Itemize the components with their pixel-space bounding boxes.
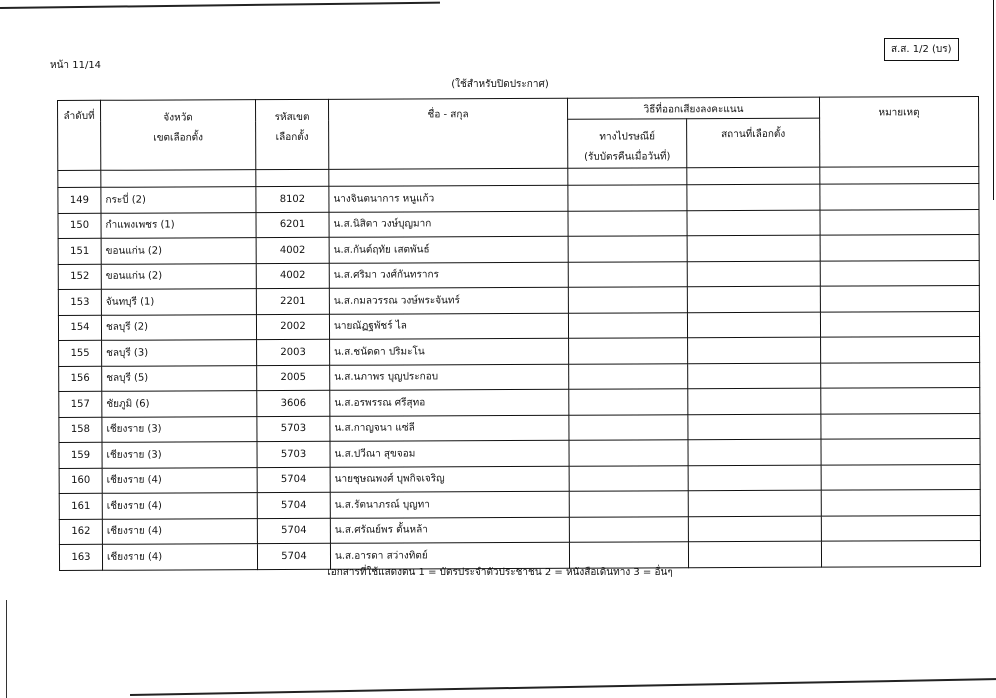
cell-province: เชียงราย (4) <box>102 518 257 544</box>
scan-border-left <box>6 600 7 698</box>
cell-code: 4002 <box>256 237 329 263</box>
cell-code: 2002 <box>256 314 329 340</box>
cell-province: เชียงราย (4) <box>102 544 257 570</box>
cell-name: น.ส.กันต์ฤทัย เสตพันธ์ <box>329 236 568 263</box>
cell-by-post <box>569 491 688 517</box>
cell-code: 8102 <box>256 186 329 212</box>
cell-name: น.ส.กาญจนา แซ่ลี <box>330 415 569 442</box>
table-row <box>59 413 980 443</box>
cell-code: 6201 <box>256 212 329 238</box>
cell-polling-place <box>688 337 821 363</box>
cell-polling-place <box>688 541 821 567</box>
cell-polling-place <box>688 388 821 414</box>
cell-code: 3606 <box>257 390 330 416</box>
cell-by-post <box>568 185 687 211</box>
header-polling-place-label: สถานที่เลือกตั้ง <box>721 128 786 141</box>
cell-seq: 153 <box>58 289 101 315</box>
cell-by-post <box>568 210 687 236</box>
cell-name: น.ส.ศรัณย์พร ตั้นหล้า <box>330 517 569 544</box>
cell-by-post <box>569 363 688 389</box>
cell-code: 5704 <box>257 518 330 544</box>
cell-polling-place <box>688 363 821 389</box>
header-seq-label: ลำดับที่ <box>63 110 95 122</box>
cell-province: ชัยภูมิ (6) <box>102 391 257 417</box>
table-row <box>59 515 980 545</box>
page-number: หน้า 11/14 <box>50 60 102 71</box>
scan-border-top <box>0 2 440 9</box>
cell-remark <box>821 413 980 439</box>
cell-province: เชียงราย (4) <box>102 493 257 519</box>
scan-border-right <box>993 0 994 200</box>
header-district-label: เขตเลือกตั้ง <box>153 132 204 144</box>
cell-seq: 152 <box>58 264 101 290</box>
cell-remark <box>821 438 980 464</box>
table-row <box>59 489 980 519</box>
cell-seq: 155 <box>59 340 102 366</box>
cell-province: กำแพงเพชร (1) <box>101 212 256 238</box>
id-document-footnote: เอกสารที่ใช้แสดงตน 1 = บัตรประจำตัวประชาชน 2 = หนังสือเดินทาง 3 = อื่นๆ <box>327 567 673 578</box>
cell-seq: 149 <box>58 187 101 213</box>
table-row <box>59 336 980 366</box>
cell-by-post <box>569 389 688 415</box>
cell-name: น.ส.ชนัดดา ปริมะโน <box>330 338 569 365</box>
table-row <box>59 464 980 494</box>
cell-remark <box>821 515 980 541</box>
cell-remark <box>821 387 980 413</box>
cell-name: นายณัฏฐพัชร์ ไล <box>329 313 568 340</box>
cell-code: 5703 <box>257 441 330 467</box>
cell-province: ชลบุรี (5) <box>102 365 257 391</box>
cell-by-post <box>569 440 688 466</box>
cell-remark <box>820 209 979 235</box>
table-row <box>58 209 979 239</box>
cell-name: น.ส.กมลวรรณ วงษ์พระจันทร์ <box>329 287 568 314</box>
notice-title: (ใช้สำหรับปิดประกาศ) <box>451 79 549 90</box>
table-header-row <box>58 96 979 121</box>
header-province <box>101 100 256 171</box>
cell-seq: 154 <box>58 315 101 341</box>
cell-remark <box>821 540 980 566</box>
cell-polling-place <box>688 414 821 440</box>
header-province-label: จังหวัด <box>163 112 193 124</box>
cell-polling-place <box>687 286 820 312</box>
cell-by-post <box>569 516 688 542</box>
scan-border-bottom <box>130 678 996 696</box>
cell-remark <box>821 362 980 388</box>
cell-code: 2201 <box>256 288 329 314</box>
cell-code: 2005 <box>257 365 330 391</box>
cell-province: กระบี่ (2) <box>101 187 256 213</box>
cell-name: น.ส.นภาพร บุญประกอบ <box>330 364 569 391</box>
table-row <box>59 387 980 417</box>
cell-name: น.ส.อรพรรณ ศรีสุทอ <box>330 389 569 416</box>
cell-name: น.ส.รัตนาภรณ์ บุญทา <box>330 491 569 518</box>
form-code-badge: ส.ส. 1/2 (บร) <box>884 38 959 61</box>
cell-remark <box>820 311 979 337</box>
cell-remark <box>820 183 979 209</box>
cell-seq: 157 <box>59 391 102 417</box>
cell-remark <box>820 234 979 260</box>
cell-seq: 159 <box>59 442 102 468</box>
cell-by-post <box>568 312 687 338</box>
cell-code: 5704 <box>257 543 330 569</box>
cell-code: 5704 <box>257 492 330 518</box>
cell-province: ขอนแก่น (2) <box>101 263 256 289</box>
header-remark <box>819 96 978 167</box>
cell-province: ชลบุรี (2) <box>101 314 256 340</box>
voter-list-table <box>57 96 981 571</box>
cell-polling-place <box>687 235 820 261</box>
cell-seq: 158 <box>59 417 102 443</box>
cell-name: น.ส.นิสิตา วงษ์บุญมาก <box>329 211 568 238</box>
cell-polling-place <box>687 312 820 338</box>
cell-polling-place <box>688 490 821 516</box>
table-row <box>58 183 979 213</box>
table-row <box>59 362 980 392</box>
cell-code: 5703 <box>257 416 330 442</box>
cell-seq: 156 <box>59 366 102 392</box>
cell-polling-place <box>688 439 821 465</box>
cell-polling-place <box>688 516 821 542</box>
cell-province: เชียงราย (4) <box>102 467 257 493</box>
cell-seq: 150 <box>58 213 101 239</box>
cell-province: เชียงราย (3) <box>102 442 257 468</box>
table-row <box>58 260 979 290</box>
cell-by-post <box>569 414 688 440</box>
header-name-label: ชื่อ - สกุล <box>427 109 469 121</box>
cell-by-post <box>568 287 687 313</box>
cell-polling-place <box>687 184 820 210</box>
cell-polling-place <box>687 210 820 236</box>
cell-seq: 160 <box>59 468 102 494</box>
table-row <box>58 234 979 264</box>
cell-by-post <box>569 465 688 491</box>
header-name <box>328 98 567 169</box>
header-remark-label: หมายเหตุ <box>878 107 920 119</box>
table-row <box>58 311 979 341</box>
header-by-post-sublabel: (รับบัตรคืนเมื่อวันที่) <box>584 151 671 163</box>
cell-name: น.ส.อารดา สว่างทิตย์ <box>330 542 569 569</box>
cell-seq: 151 <box>58 238 101 264</box>
cell-name: น.ส.ปวีณา สุขจอม <box>330 440 569 467</box>
cell-province: ขอนแก่น (2) <box>101 238 256 264</box>
cell-name: น.ส.ศริมา วงศ์กันทรากร <box>329 262 568 289</box>
cell-code: 4002 <box>256 263 329 289</box>
table-row <box>58 285 979 315</box>
cell-polling-place <box>688 465 821 491</box>
cell-remark <box>820 260 979 286</box>
cell-code: 2003 <box>257 339 330 365</box>
cell-polling-place <box>687 261 820 287</box>
cell-province: จันทบุรี (1) <box>101 289 256 315</box>
cell-seq: 161 <box>59 493 102 519</box>
cell-seq: 162 <box>59 519 102 545</box>
cell-province: เชียงราย (3) <box>102 416 257 442</box>
cell-by-post <box>569 542 688 568</box>
header-voting-method-label: วิธีที่ออกเสียงลงคะแนน <box>643 104 744 116</box>
header-seq <box>58 100 101 170</box>
header-code-label-2: เลือกตั้ง <box>275 131 309 144</box>
cell-by-post <box>568 261 687 287</box>
cell-remark <box>821 464 980 490</box>
cell-code: 5704 <box>257 467 330 493</box>
header-by-post-label: ทางไปรษณีย์ <box>599 131 655 143</box>
cell-name: นางจินตนาการ หนูแก้ว <box>329 185 568 212</box>
cell-seq: 163 <box>59 544 102 570</box>
table-row <box>59 438 980 468</box>
header-code-label-1: รหัสเขต <box>274 111 310 124</box>
cell-province: ชลบุรี (3) <box>102 340 257 366</box>
header-code <box>256 99 329 169</box>
cell-remark <box>821 336 980 362</box>
cell-remark <box>820 285 979 311</box>
cell-by-post <box>568 236 687 262</box>
cell-by-post <box>569 338 688 364</box>
header-voting-method <box>567 97 819 119</box>
header-polling-place <box>687 118 820 168</box>
header-by-post <box>568 119 687 169</box>
cell-remark <box>821 489 980 515</box>
cell-name: นายชุษณพงศ์ บุพกิจเจริญ <box>330 466 569 493</box>
